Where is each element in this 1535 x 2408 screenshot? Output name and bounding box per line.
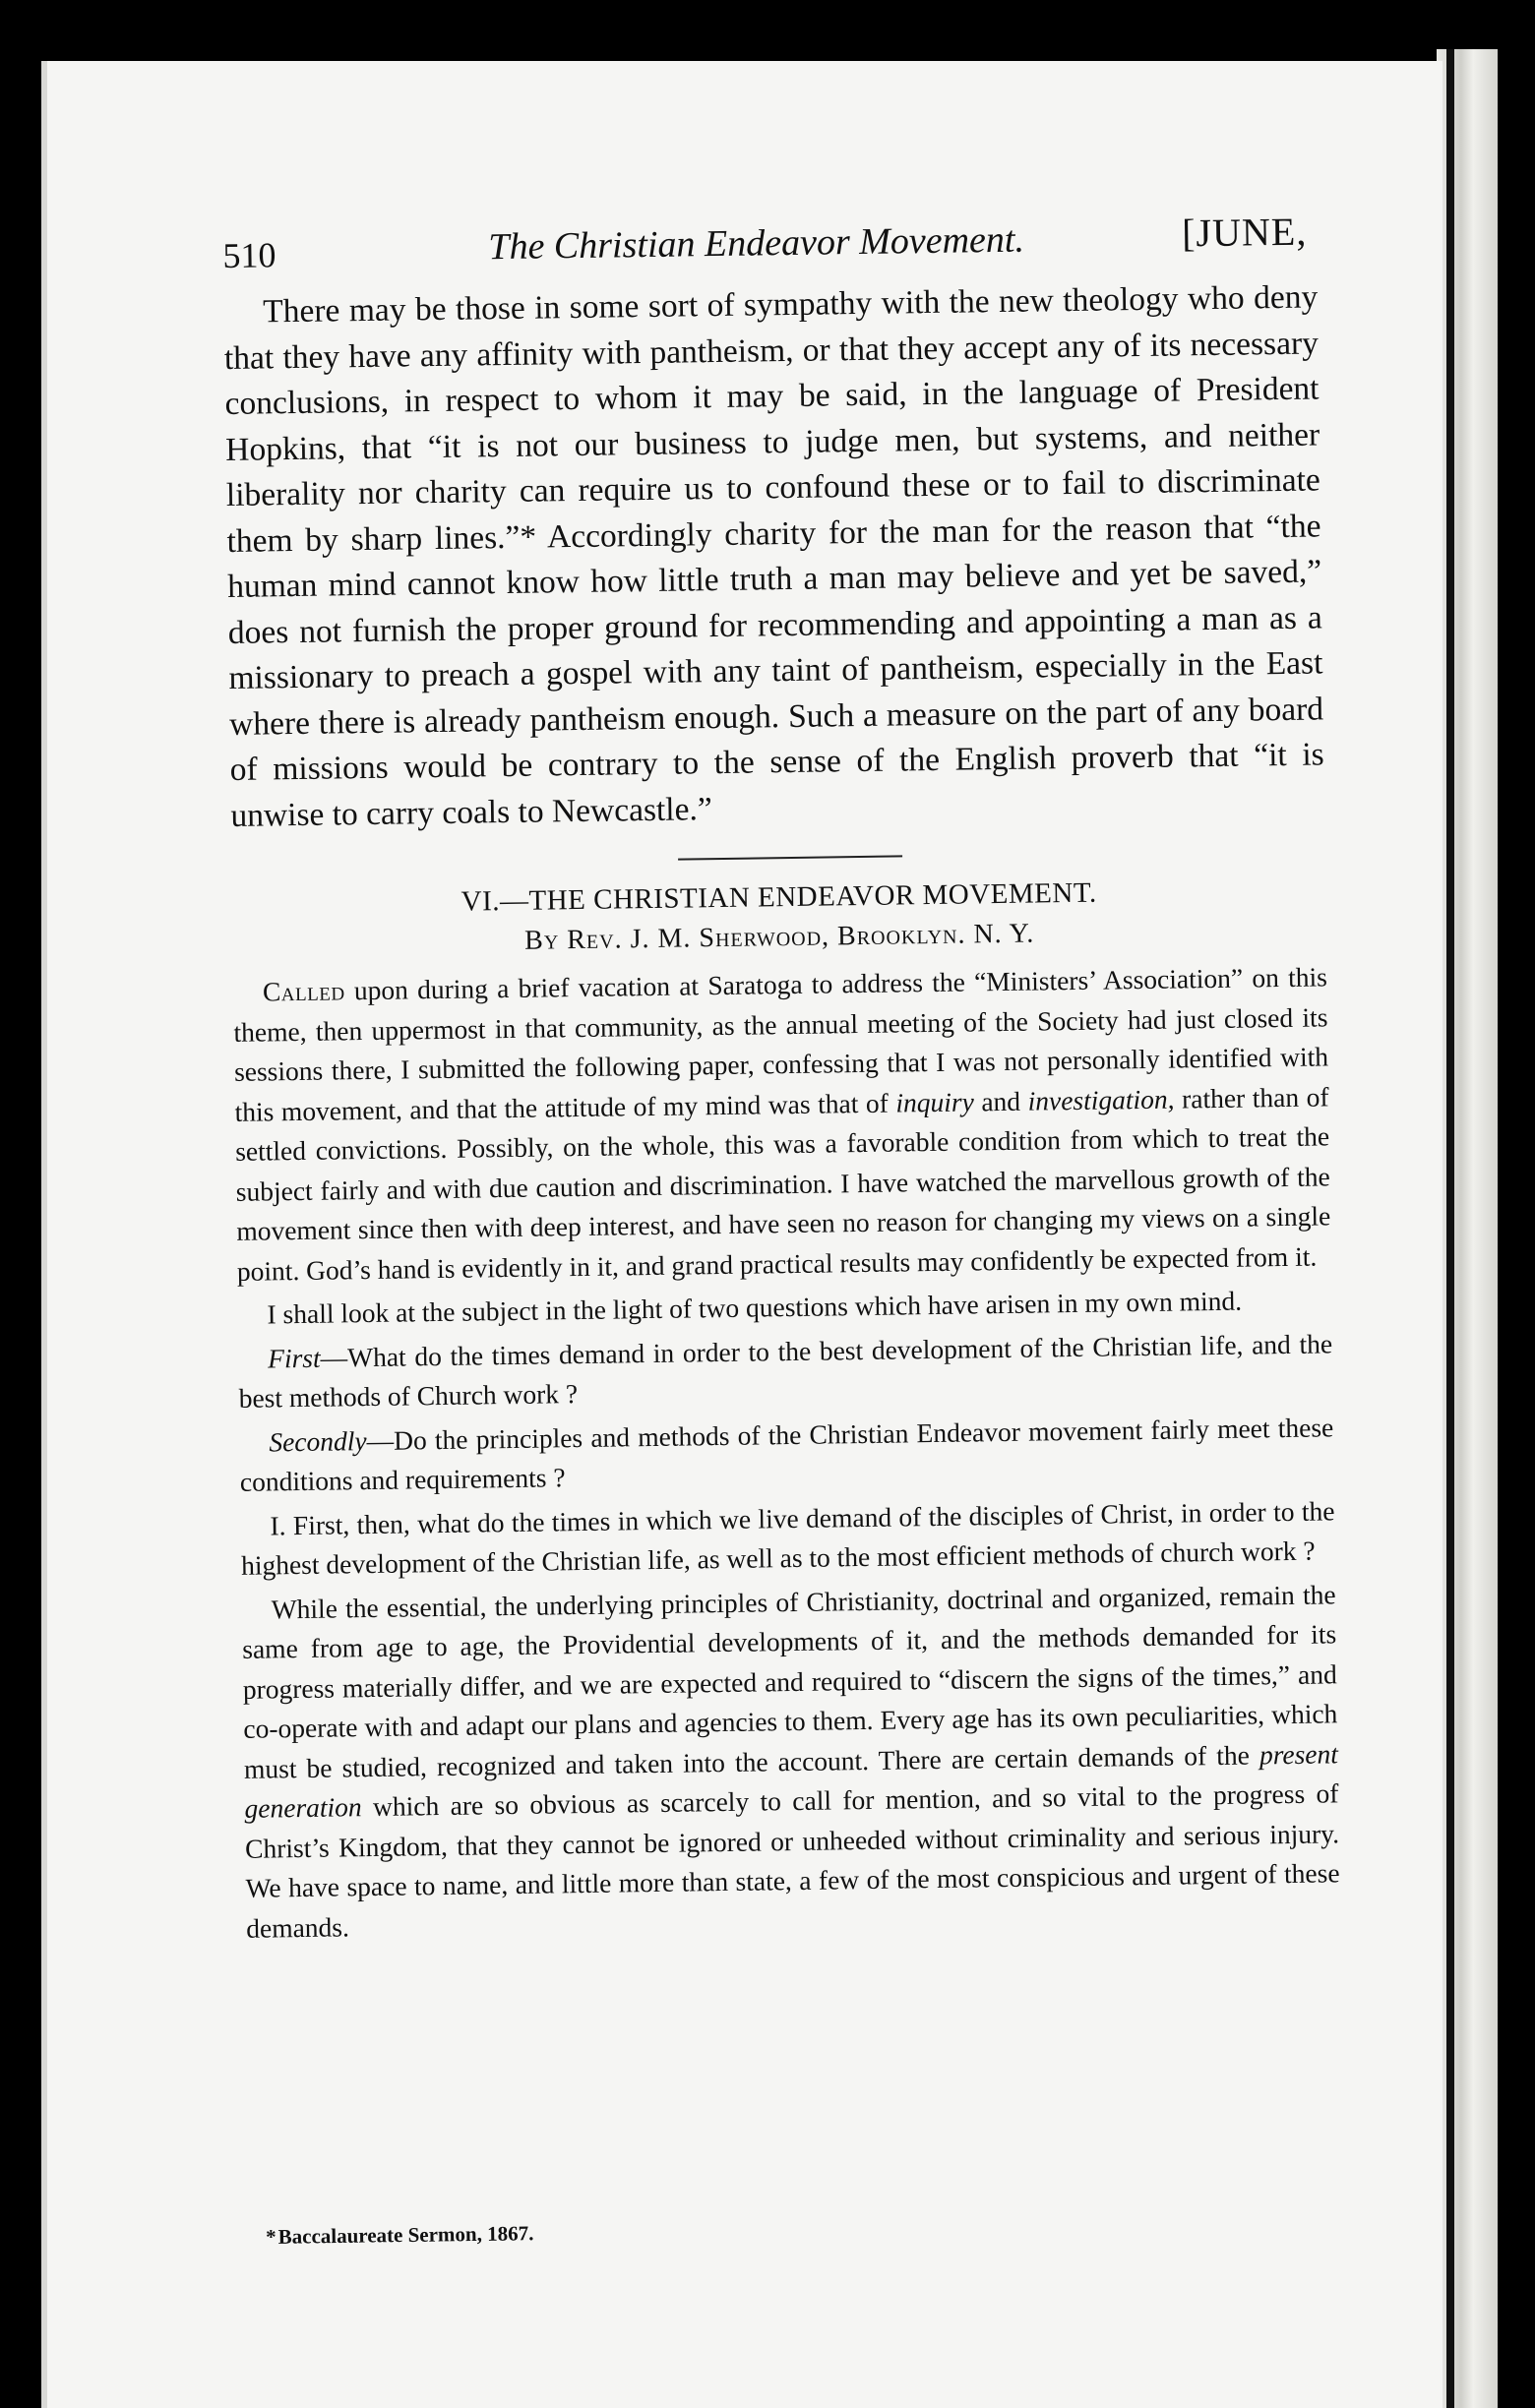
page-number: 510 <box>222 235 276 275</box>
article-title: VI.—THE CHRISTIAN ENDEAVOR MOVEMENT. <box>460 876 1097 918</box>
closing-emphasis: present generation <box>244 1737 1339 1824</box>
closing-text-before: While the essential, the underlying principles of Christianity, doctrinal and organized, remain the same from age to age, the Providential developments of it, and the methods demanded for its progress materially differ, and we are expected and required to “discern the signs of the times,” and co-operate with and adapt our plans and agencies to them. Every age has its own peculiarities, which must be studied, recognized and taken into the account. There are certain demands of the <box>242 1578 1338 1784</box>
intro-text-end: rather than of settled convictions. Possibly, on the whole, this was a favorable condition from which to treat the subject fairly and with due caution and discrimination. I have watched the marvellous growth of the movement since then with deep interest, and have seen no reason for changing my views on a single point. God’s hand is evidently in it, and grand practical results may confidently be expected from it. <box>234 1080 1331 1287</box>
footnote <box>266 2221 534 2250</box>
second-question-label: Secondly <box>269 1424 367 1457</box>
first-question-text: —What do the times demand in order to the best development of the Christian life, and the best methods of Church work ? <box>238 1327 1333 1414</box>
page-gutter-shadow <box>1446 49 1454 2408</box>
questions-intro-paragraph: I shall look at the subject in the light of two questions which have arisen in my own mind. <box>267 1285 1243 1330</box>
intro-text: upon during a brief vacation at Saratoga to address the “Ministers’ Association” on this theme, then uppermost in that community, as the annual meeting of the Society had just closed its sessions there, I submitted the following paper, confessing that I was not personally identified with this movement, and that the attitude of my mind was that of <box>233 961 1329 1127</box>
section-one-paragraph: I. First, then, what do the times in which we live demand of the disciples of Christ, in order to the highest development of the Christian life, as well as to the most efficient methods of church work ? <box>240 1494 1335 1581</box>
closing-paragraph <box>241 1575 1340 1949</box>
opening-paragraph: There may be those in some sort of sympathy with the new theology who deny that they have any affinity with pantheism, or that they accept any of its necessary conclusions, in respect to whom it may be said, in the language of President Hopkins, that “it is not our business to judge men, but systems, and neither liberality nor charity can require us to confound these or to fail to discriminate them by sharp lines.”* Accordingly charity for the man for the reason that “the human mind cannot know how little truth a man may believe and yet be saved,” does not furnish the proper ground for recommending and appointing a man as a missionary to preach a gospel with any taint of pantheism, especially in the East where there is already pantheism enough. Such a measure on the part of any board of missions would be contrary to the sense of the English proverb that “it is unwise to carry coals to Newcastle.” <box>223 278 1324 834</box>
intro-text-mid: and <box>973 1085 1028 1116</box>
intro-emphasis-inquiry: inquiry <box>895 1085 974 1118</box>
footnote-text: Baccalaureate Sermon, 1867. <box>277 2221 534 2249</box>
running-month: [JUNE, <box>1181 209 1308 256</box>
running-title: The Christian Endeavor Movement. <box>488 218 1025 269</box>
page-content <box>222 206 1340 1948</box>
section-divider <box>678 855 902 860</box>
first-question-label: First <box>267 1342 321 1373</box>
intro-lead-word: Called <box>262 975 345 1007</box>
closing-text-after: which are so obvious as scarcely to call for mention, and so vital to the progress of Christ’s Kingdom, that they cannot be ignored or unheeded without criminality and serious injury. We have space to name, and little more than state, a few of the most conspicious and urgent of these demands. <box>244 1777 1340 1944</box>
second-question-text: —Do the principles and methods of the Christian Endeavor movement fairly meet these conditions and requirements ? <box>239 1411 1334 1497</box>
footnote-mark: * <box>266 2224 276 2249</box>
intro-paragraph <box>233 957 1331 1291</box>
intro-emphasis-investigation: investigation, <box>1027 1083 1175 1116</box>
article-byline: By Rev. J. M. Sherwood, Brooklyn. N. Y. <box>523 918 1035 956</box>
first-question <box>238 1324 1333 1419</box>
second-question <box>239 1408 1334 1503</box>
